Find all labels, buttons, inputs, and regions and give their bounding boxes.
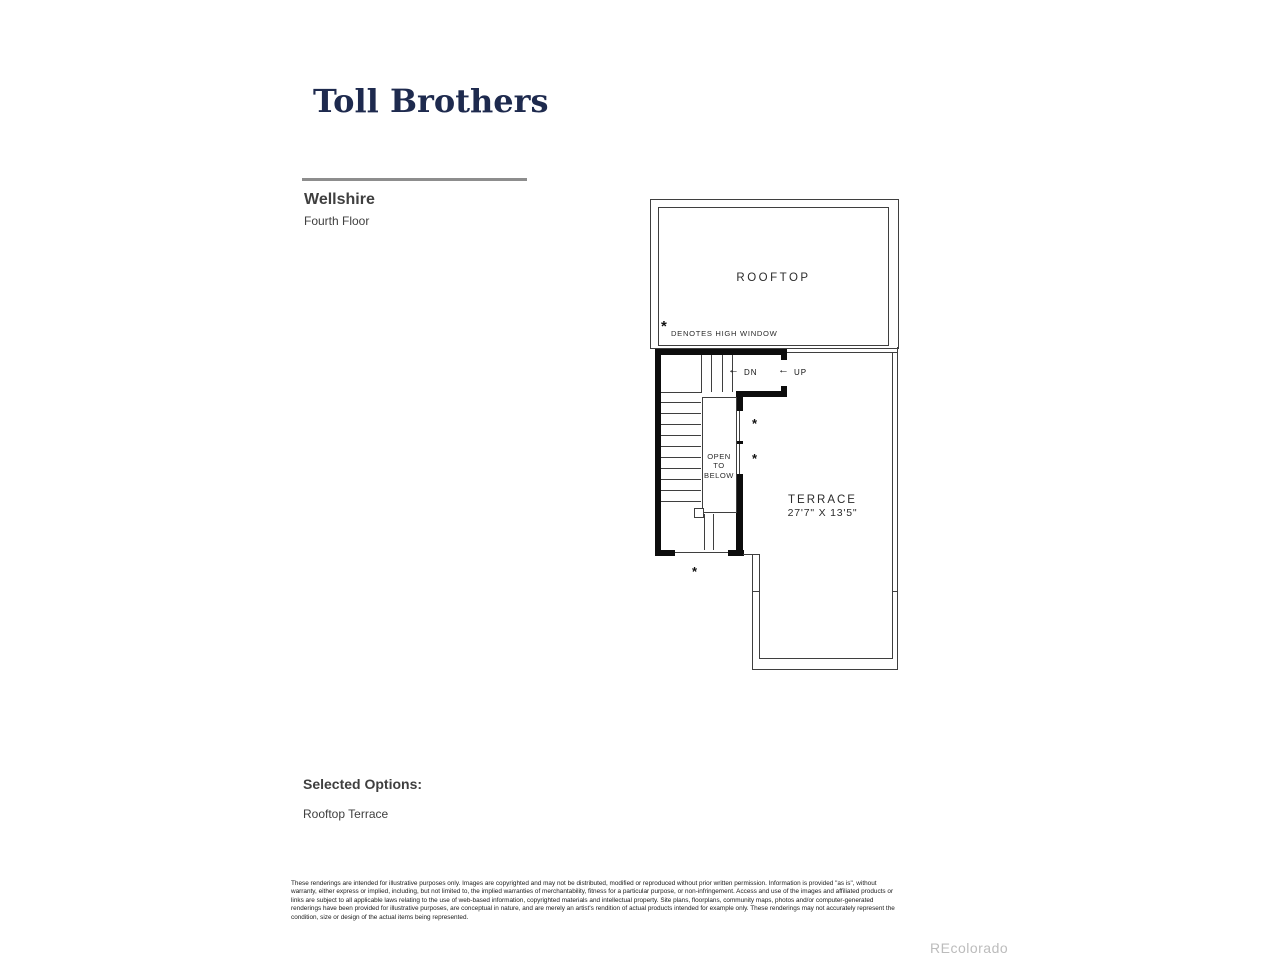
up-label: UP <box>794 368 808 377</box>
otb-line2: TO <box>713 461 725 471</box>
parapet-joint-tick <box>752 591 760 592</box>
stair-tread <box>711 355 712 392</box>
stairwell-wall-bottom-seg2 <box>728 550 744 556</box>
parapet-left-outer <box>752 554 753 669</box>
header-divider <box>302 178 527 181</box>
stair-tread <box>661 402 701 403</box>
otb-line3: BELOW <box>704 470 734 480</box>
stair-landing-wall-bottom <box>736 391 787 397</box>
high-window-marker: * <box>752 416 758 431</box>
stair-rail-line <box>713 514 714 550</box>
dn-label: DN <box>744 368 758 377</box>
parapet-right-outer <box>897 347 898 669</box>
disclaimer-line: warranty, either express or implied, including, but not limited to, the implied warranties of merchantability, fitness for a particular purpose, or non-infringement. Access and use of the images and affiliated products or <box>291 888 894 896</box>
community-name: Wellshire <box>304 191 375 208</box>
stair-tread <box>661 435 701 436</box>
stairwell-wall-left <box>655 349 661 556</box>
high-window-2-glass <box>739 444 740 474</box>
stair-tread <box>661 468 701 469</box>
stairwell-wall-bottom-seg1 <box>655 550 675 556</box>
terrace-label: TERRACE <box>788 494 857 506</box>
dn-arrow-icon: ← <box>728 364 739 376</box>
floor-name: Fourth Floor <box>304 214 370 228</box>
otb-line1: OPEN <box>707 452 731 461</box>
high-window-marker: * <box>752 451 758 466</box>
disclaimer-line: renderings have been provided for illustrative purposes, are conceptual in nature, and are merely an artist's rendition of actual products intended for example only. These renderings may not accurately represent the <box>291 905 895 913</box>
stairwell-wall-door-stub-top <box>781 349 787 360</box>
rooftop-bottom-edge-line <box>787 352 897 353</box>
stair-tread <box>661 413 701 414</box>
high-window-3-glass <box>675 552 728 553</box>
terrace-dimensions: 27'7" X 13'5" <box>787 507 858 519</box>
parapet-left-inner <box>759 554 760 658</box>
parapet-bottom-inner <box>759 658 893 659</box>
stairwell-wall-right-seg1 <box>736 397 743 411</box>
high-window-note: DENOTES HIGH WINDOW <box>671 329 778 338</box>
high-window-legend-asterisk: * <box>661 318 667 335</box>
stairwell-wall-top <box>655 349 787 355</box>
recolorado-watermark: REcolorado <box>930 940 1009 956</box>
stair-tread <box>661 490 701 491</box>
stair-newel-post <box>694 508 704 518</box>
stair-tread <box>661 501 701 502</box>
stair-tread <box>722 355 723 392</box>
stairwell-wall-right-seg3 <box>736 474 743 556</box>
stair-tread <box>661 457 701 458</box>
stair-tread <box>701 355 702 392</box>
high-window-marker: * <box>692 564 698 579</box>
disclaimer-line: condition, size or design of the actual items being represented. <box>291 913 469 921</box>
up-arrow-icon: ← <box>778 364 789 376</box>
stair-tread <box>661 479 701 480</box>
parapet-joint-tick <box>892 591 898 592</box>
stair-landing-divider <box>661 392 702 393</box>
legal-disclaimer <box>291 880 895 922</box>
open-to-below-label <box>700 452 738 480</box>
stair-rail-line <box>704 514 705 550</box>
disclaimer-line: links are subject to all applicable laws relating to the use of web-based information, copyrighted materials and intellectual property. Site plans, floorplans, community maps, photos and/or computer-generated <box>291 896 874 904</box>
rooftop-label: ROOFTOP <box>736 272 811 284</box>
toll-brothers-logo: Toll Brothers <box>313 82 549 120</box>
parapet-right-inner <box>892 352 893 658</box>
stair-tread <box>661 446 701 447</box>
disclaimer-line: These renderings are intended for illustrative purposes only. Images are copyrighted and may not be distributed, modified or reproduced without prior written permission. Information is provided "as is", without <box>291 880 877 887</box>
selected-options-heading: Selected Options: <box>303 776 423 792</box>
selected-option-item: Rooftop Terrace <box>303 807 389 821</box>
high-window-1-glass <box>739 411 740 441</box>
parapet-bottom-outer <box>752 669 898 670</box>
stair-tread <box>661 424 701 425</box>
